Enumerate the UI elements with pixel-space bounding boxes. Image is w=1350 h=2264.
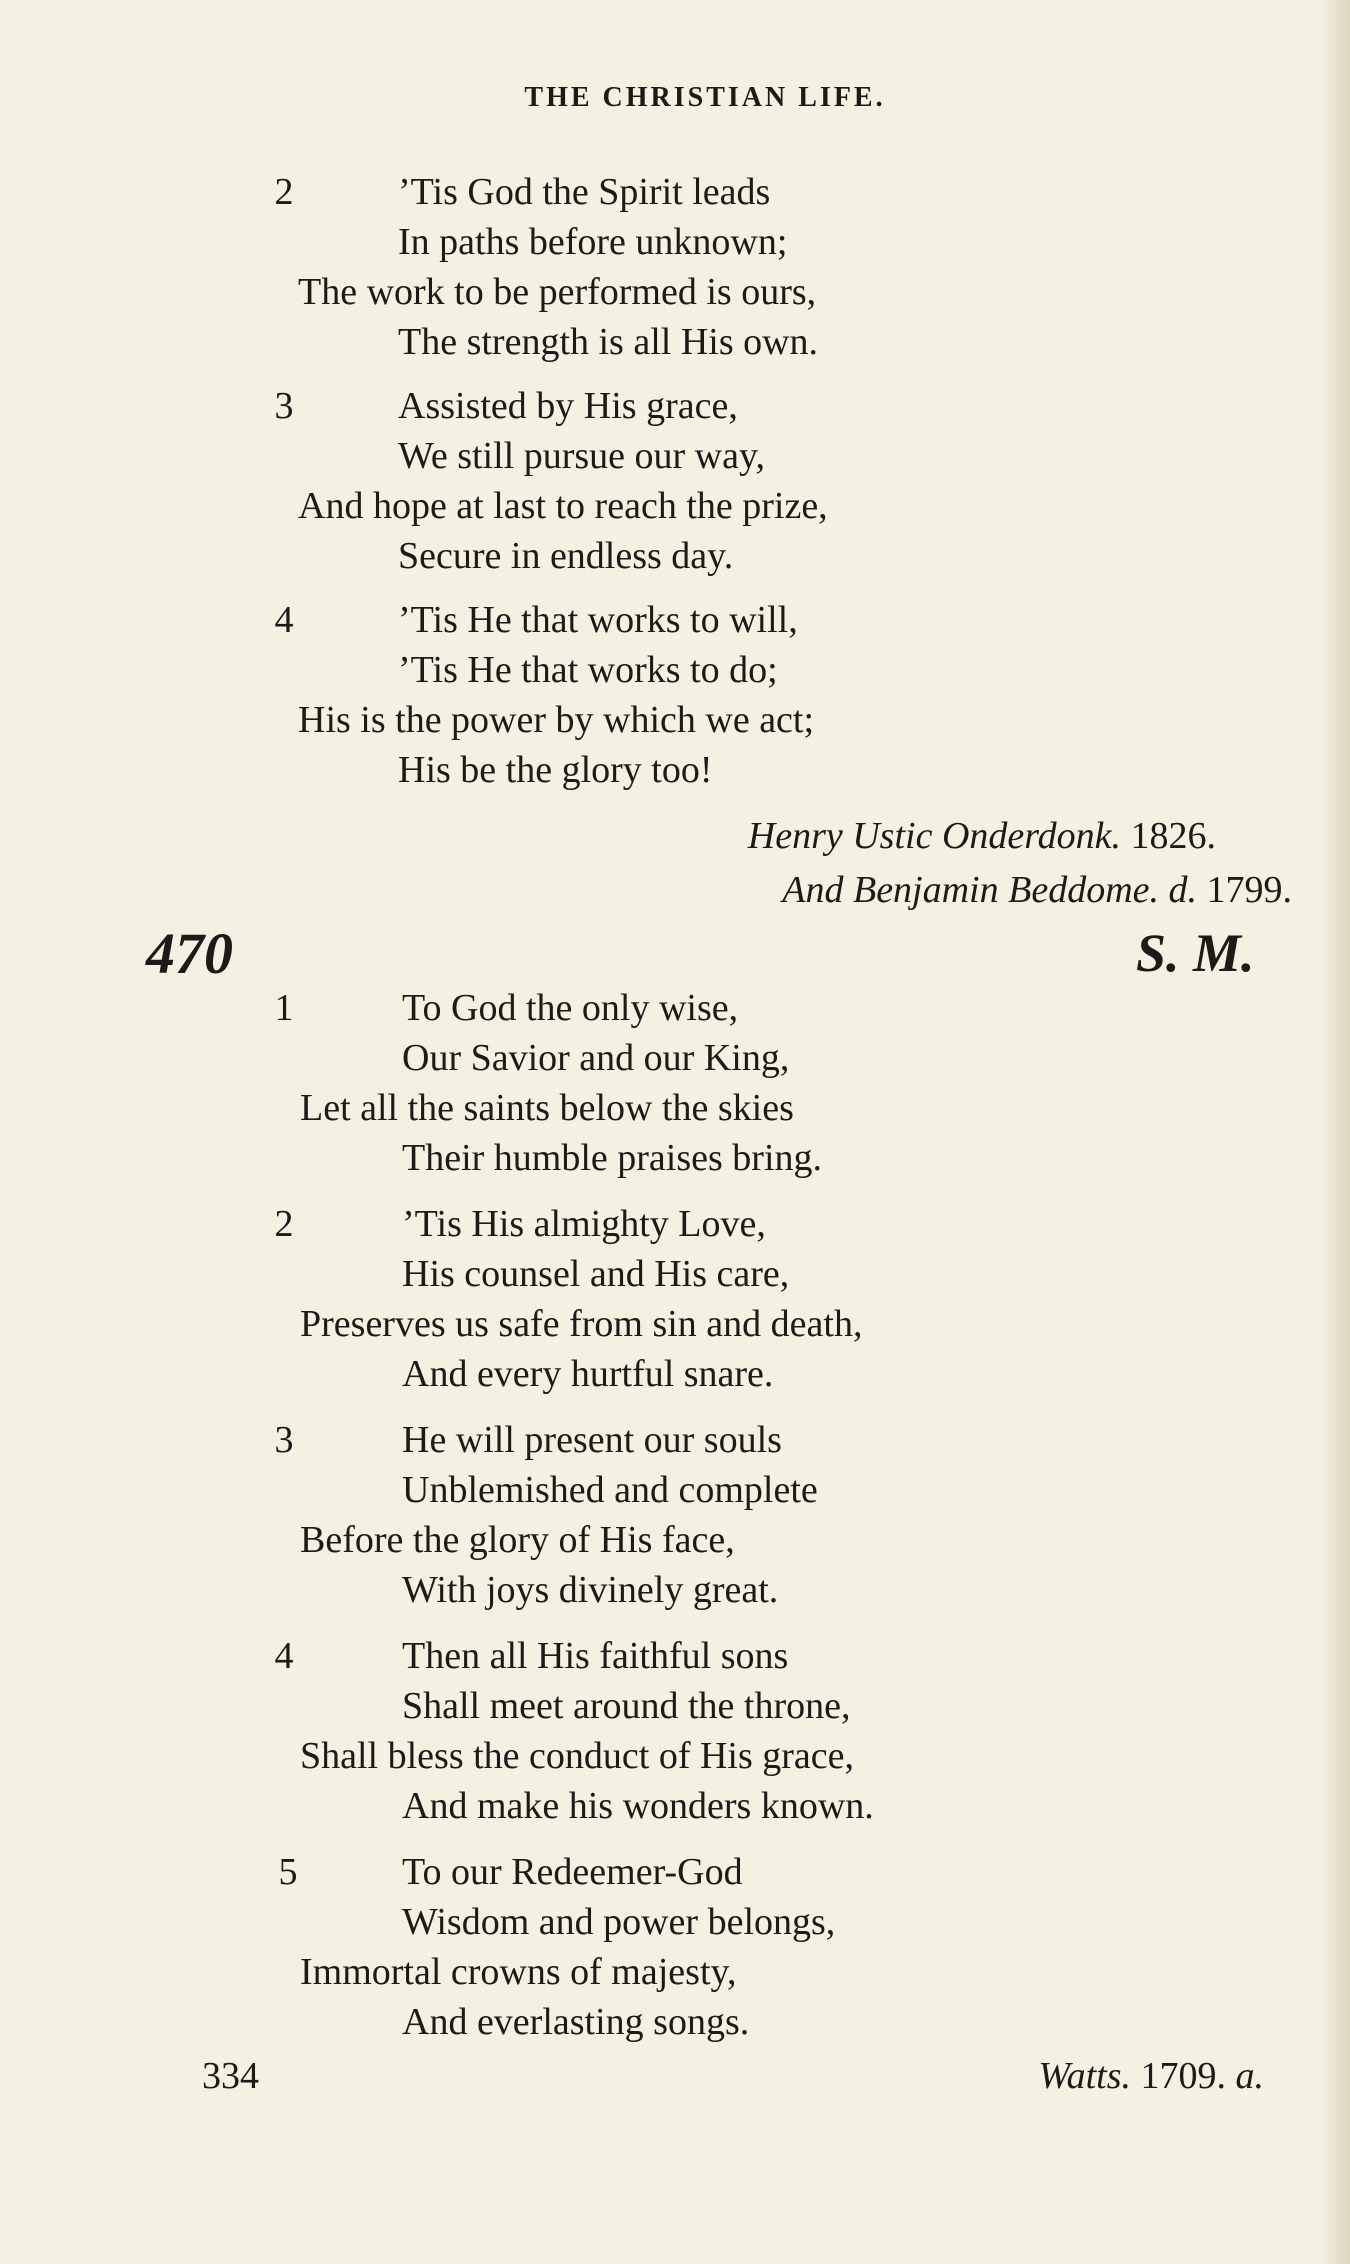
verse-line: Our Savior and our King, [402, 1037, 790, 1079]
verse-line: With joys divinely great. [402, 1569, 779, 1611]
verse-line: ’Tis He that works to will, [398, 599, 798, 641]
verse-number: 5 [278, 1851, 298, 1893]
hymn-meter: S. M. [1136, 923, 1255, 983]
verse-line: To our Redeemer-God [402, 1851, 743, 1893]
verse-line: His be the glory too! [398, 749, 713, 791]
running-head: THE CHRISTIAN LIFE. [524, 82, 886, 113]
verse-line: His counsel and His care, [402, 1253, 790, 1295]
attribution [782, 868, 1292, 912]
verse-line: We still pursue our way, [398, 435, 766, 477]
verse-line: Secure in endless day. [398, 535, 734, 577]
attribution-year: 1826. [1130, 815, 1216, 857]
verse-line: Before the glory of His face, [300, 1519, 735, 1561]
attribution-year: 1799. [1206, 869, 1292, 911]
verse-line: And hope at last to reach the prize, [298, 485, 828, 527]
verse-line: Shall meet around the throne, [402, 1685, 851, 1727]
verse-line: Immortal crowns of majesty, [300, 1951, 737, 1993]
attribution-author: Watts. [1038, 2055, 1131, 2097]
attribution-year: 1709. [1140, 2055, 1226, 2097]
attribution-suffix: a. [1235, 2055, 1264, 2097]
page-number: 334 [202, 2055, 259, 2097]
hymn-number: 470 [146, 921, 233, 986]
verse-line: In paths before unknown; [398, 221, 788, 263]
page-edge [1320, 0, 1350, 2264]
verse-line: ’Tis He that works to do; [398, 649, 778, 691]
attribution-author: Henry Ustic Onderdonk. [747, 815, 1121, 857]
verse-line: Shall bless the conduct of His grace, [300, 1735, 855, 1777]
verse-line: Unblemished and complete [402, 1469, 818, 1511]
verse-line: ’Tis God the Spirit leads [398, 171, 771, 213]
verse-line: Wisdom and power belongs, [402, 1901, 836, 1943]
verse-line: His is the power by which we act; [298, 699, 815, 741]
verse-number: 3 [274, 385, 294, 427]
verse-line: Their humble praises bring. [402, 1137, 823, 1179]
verse-line: Then all His faithful sons [402, 1635, 789, 1677]
attribution-prefix: d. [1168, 869, 1197, 911]
attribution [1038, 2054, 1264, 2098]
verse-number: 4 [274, 599, 294, 641]
verse-line: And every hurtful snare. [402, 1353, 774, 1395]
verse-line: He will present our souls [402, 1419, 782, 1461]
verse-line: Assisted by His grace, [398, 385, 738, 427]
verse-number: 1 [274, 987, 294, 1029]
attribution-author: And Benjamin Beddome. [782, 869, 1159, 911]
verse-line: The strength is all His own. [398, 321, 819, 363]
verse-number: 4 [274, 1635, 294, 1677]
verse-number: 3 [274, 1419, 294, 1461]
verse-line: And everlasting songs. [402, 2001, 750, 2043]
verse-line: And make his wonders known. [402, 1785, 874, 1827]
verse-number: 2 [274, 1203, 294, 1245]
verse-line: To God the only wise, [402, 987, 739, 1029]
verse-line: The work to be performed is ours, [298, 271, 817, 313]
verse-line: Preserves us safe from sin and death, [300, 1303, 863, 1345]
attribution [748, 814, 1216, 858]
verse-number: 2 [274, 171, 294, 213]
verse-line: ’Tis His almighty Love, [402, 1203, 766, 1245]
verse-line: Let all the saints below the skies [300, 1087, 794, 1129]
